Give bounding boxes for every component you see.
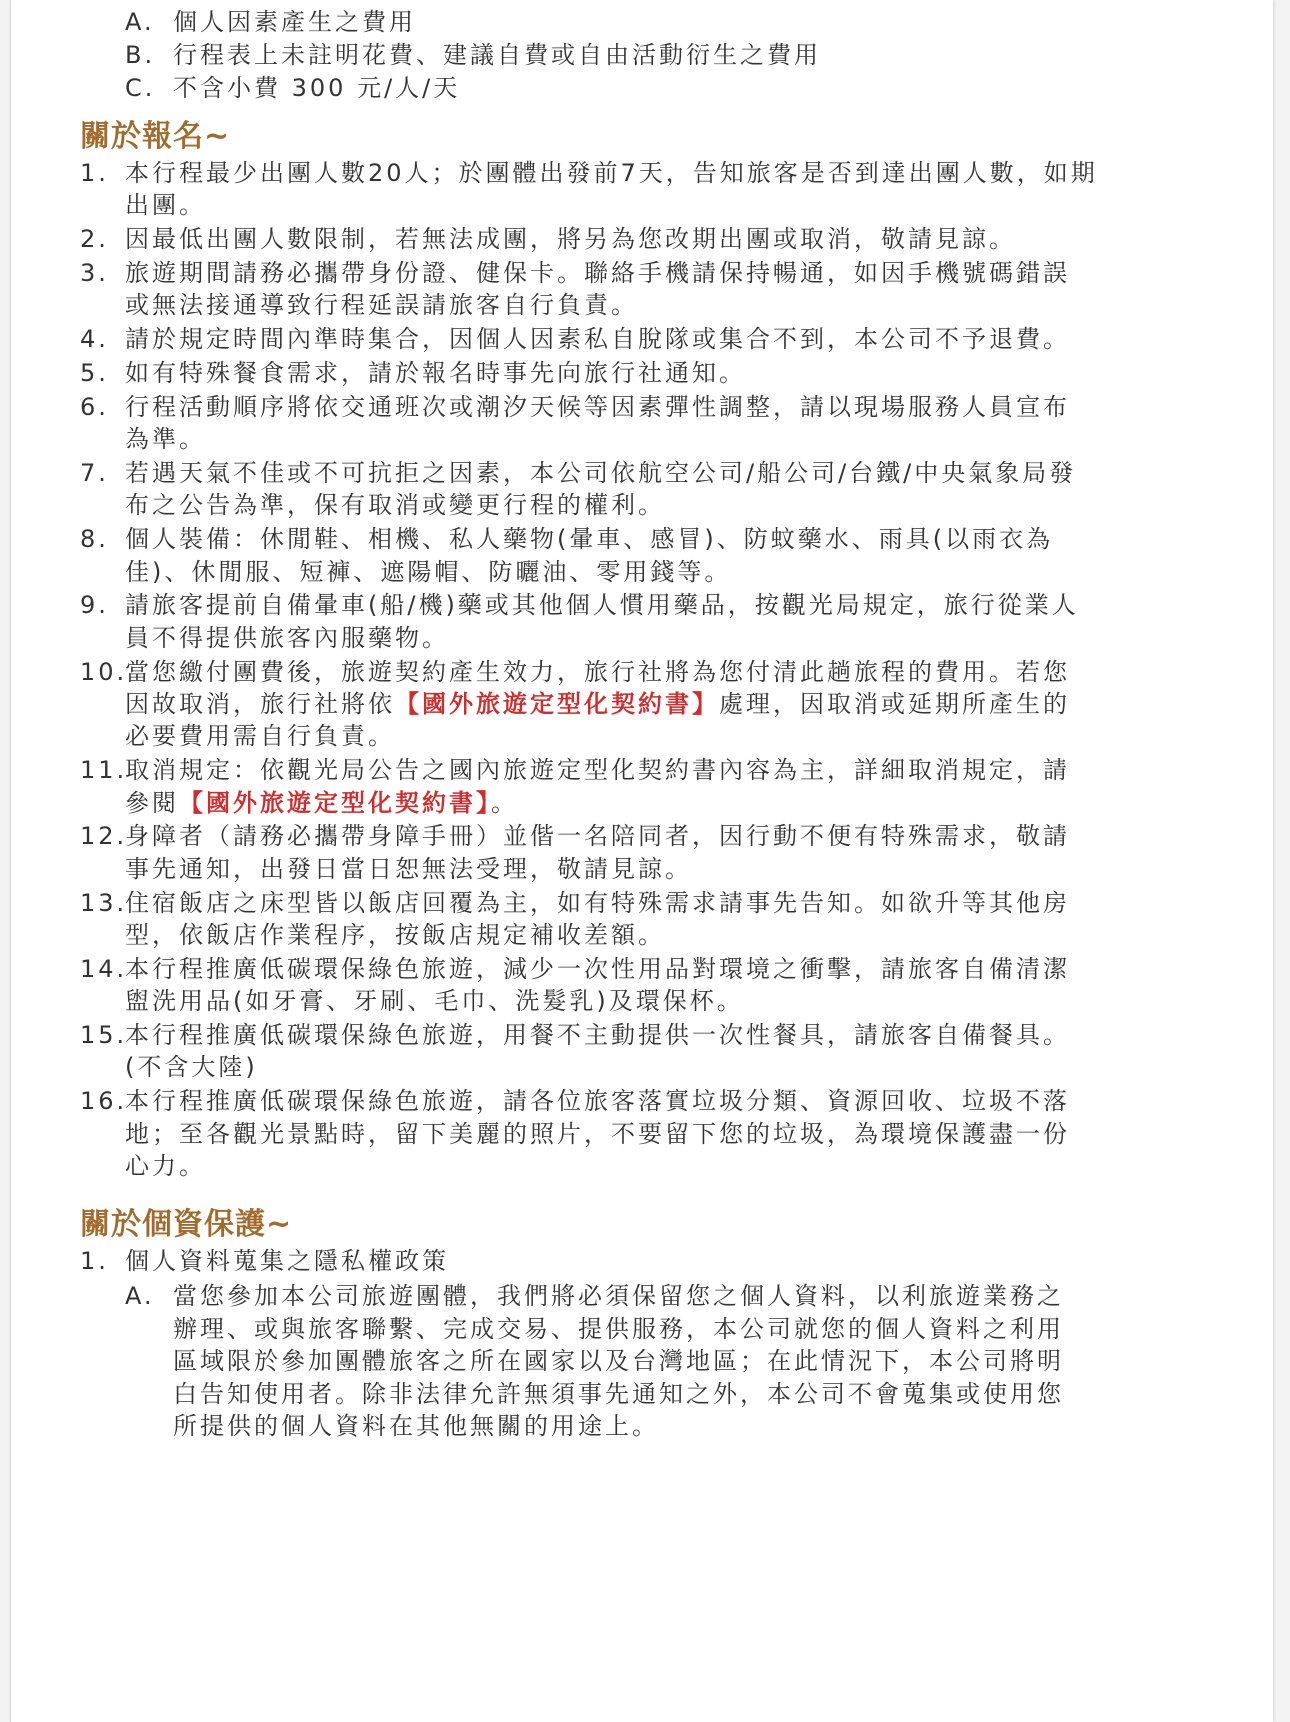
item-text-line: 員不得提供旅客內服藥物。 — [125, 623, 449, 652]
item-text-line: 本行程最少出團人數20人；於團體出發前7天，告知旅客是否到達出團人數，如期 — [125, 159, 1098, 187]
item-text-line: 行程活動順序將依交通班次或潮汐天候等因素彈性調整，請以現場服務人員宣布 — [125, 392, 1070, 421]
registration-item-8 — [80, 523, 1200, 588]
registration-item-15 — [80, 1019, 1200, 1084]
item-number: 13. — [80, 888, 128, 917]
item-text-line: 當您繳付團費後，旅遊契約產生效力，旅行社將為您付清此趟旅程的費用。若您 — [125, 657, 1070, 686]
item-text-line: 旅遊期間請務必攜帶身份證、健保卡。聯絡手機請保持暢通，如因手機號碼錯誤 — [125, 259, 1070, 287]
item-text-line: 當您參加本公司旅遊團體，我們將必須保留您之個人資料，以利旅遊業務之 — [173, 1282, 1064, 1311]
privacy-policy-title: 個人資料蒐集之隱私權政策 — [125, 1247, 449, 1276]
registration-item-3 — [80, 257, 1200, 322]
item-text-line: 布之公告為準，保有取消或變更行程的權利。 — [125, 491, 665, 520]
item-number: 9. — [80, 591, 109, 620]
item-text-line: 本行程推廣低碳環保綠色旅遊，用餐不主動提供一次性餐具，請旅客自備餐具。 — [125, 1021, 1070, 1050]
registration-item-16 — [80, 1085, 1200, 1182]
item-number: 4. — [80, 325, 109, 354]
item-text-line: 身障者（請務必攜帶身障手冊）並偕一名陪同者，因行動不便有特殊需求，敬請 — [125, 822, 1070, 851]
item-text-line: 請旅客提前自備暈車(船/機)藥或其他個人慣用藥品，按觀光局規定，旅行從業人 — [125, 591, 1079, 620]
item-text-line: 本行程推廣低碳環保綠色旅遊，減少一次性用品對環境之衝擊，請旅客自備清潔 — [125, 954, 1070, 983]
contract-reference-highlight: 【國外旅遊定型化契約書】 — [179, 788, 491, 817]
contract-reference-highlight: 【國外旅遊定型化契約書】 — [395, 690, 719, 719]
privacy-item-1 — [80, 1245, 1200, 1442]
item-text-line — [125, 787, 1070, 819]
item-text-line: (不含大陸) — [125, 1053, 258, 1082]
item-text-line: 心力。 — [125, 1152, 206, 1181]
registration-item-4 — [80, 323, 1200, 355]
item-text-line: 白告知使用者。除非法律允許無須事先通知之外，本公司不會蒐集或使用您 — [173, 1379, 1064, 1408]
item-number: 8. — [80, 525, 109, 554]
registration-item-6 — [80, 391, 1200, 456]
list-marker: B. — [125, 41, 156, 69]
privacy-subitem-a — [125, 1280, 1200, 1442]
item-number: 14. — [80, 954, 128, 983]
registration-item-7 — [80, 457, 1200, 522]
item-text-line: 事先通知，出發日當日恕無法受理，敬請見諒。 — [125, 854, 692, 883]
item-number: 15. — [80, 1021, 128, 1050]
item-text-line: 取消規定：依觀光局公告之國內旅遊定型化契約書內容為主，詳細取消規定，請 — [125, 756, 1070, 785]
item-text-line: 佳)、休閒服、短褲、遮陽帽、防曬油、零用錢等。 — [125, 557, 732, 586]
line-text: 。 — [491, 788, 518, 817]
item-number: 7. — [80, 459, 109, 487]
registration-item-13 — [80, 887, 1200, 952]
fee-exclusion-item-a — [125, 6, 1200, 39]
document-content — [80, 6, 1200, 1442]
item-text-line: 或無法接通導致行程延誤請旅客自行負責。 — [125, 291, 638, 320]
item-text-line: 本行程推廣低碳環保綠色旅遊，請各位旅客落實垃圾分類、資源回收、垃圾不落 — [125, 1087, 1070, 1116]
privacy-heading: 關於個資保護~ — [80, 1207, 293, 1243]
item-text-line: 出團。 — [125, 191, 206, 220]
registration-item-9 — [80, 589, 1200, 654]
registration-item-10 — [80, 656, 1200, 753]
line-text: 處理，因取消或延期所產生的 — [719, 690, 1070, 719]
line-text: 因故取消，旅行社將依 — [125, 690, 395, 719]
item-number: 3. — [80, 259, 109, 287]
fee-exclusion-item-b — [125, 39, 1200, 72]
item-number: 10. — [80, 657, 128, 686]
list-marker: A. — [125, 1282, 155, 1311]
registration-heading: 關於報名~ — [80, 119, 231, 154]
registration-item-5 — [80, 357, 1200, 389]
line-text: 參閱 — [125, 788, 179, 817]
fee-exclusion-text: 不含小費 300 元/人/天 — [173, 74, 461, 102]
item-text-line: 為準。 — [125, 425, 206, 454]
document-page — [10, 0, 1273, 1722]
item-text-line: 盥洗用品(如牙膏、牙刷、毛巾、洗髮乳)及環保杯。 — [125, 987, 744, 1016]
item-text-line: 必要費用需自行負責。 — [125, 722, 395, 751]
fee-exclusion-item-c — [125, 72, 1200, 105]
item-text-line: 區域限於參加團體旅客之所在國家以及台灣地區；在此情況下，本公司將明 — [173, 1347, 1064, 1376]
item-text-line: 型，依飯店作業程序，按飯店規定補收差額。 — [125, 921, 665, 950]
item-number: 16. — [80, 1087, 128, 1116]
item-number: 11. — [80, 756, 128, 785]
registration-item-14 — [80, 953, 1200, 1018]
item-number: 6. — [80, 392, 109, 421]
privacy-item-title-row — [80, 1245, 1200, 1277]
item-text-line: 所提供的個人資料在其他無關的用途上。 — [173, 1412, 659, 1441]
item-number: 1. — [80, 1247, 109, 1276]
list-marker: C. — [125, 74, 156, 102]
item-text-line: 住宿飯店之床型皆以飯店回覆為主，如有特殊需求請事先告知。如欲升等其他房 — [125, 888, 1070, 917]
item-number: 5. — [80, 359, 109, 387]
fee-exclusion-text: 個人因素產生之費用 — [173, 8, 416, 36]
item-text-line: 地；至各觀光景點時，留下美麗的照片，不要留下您的垃圾，為環境保護盡一份 — [125, 1119, 1070, 1148]
registration-item-1 — [80, 157, 1200, 222]
item-text-line: 個人裝備：休閒鞋、相機、私人藥物(暈車、感冒)、防蚊藥水、雨具(以雨衣為 — [125, 525, 1054, 554]
fee-exclusion-text: 行程表上未註明花費、建議自費或自由活動衍生之費用 — [173, 41, 821, 69]
list-marker: A. — [125, 8, 155, 36]
item-text-line: 若遇天氣不佳或不可抗拒之因素，本公司依航空公司/船公司/台鐵/中央氣象局發 — [125, 459, 1077, 487]
fee-exclusion-list — [80, 6, 1200, 105]
item-number: 12. — [80, 822, 128, 851]
item-number: 2. — [80, 225, 109, 254]
item-text-line: 如有特殊餐食需求，請於報名時事先向旅行社通知。 — [125, 359, 746, 387]
registration-item-11 — [80, 754, 1200, 819]
registration-item-2 — [80, 223, 1200, 255]
item-text-line: 請於規定時間內準時集合，因個人因素私自脫隊或集合不到，本公司不予退費。 — [125, 325, 1070, 354]
item-text-line: 辦理、或與旅客聯繫、完成交易、提供服務，本公司就您的個人資料之利用 — [173, 1314, 1064, 1343]
item-number: 1. — [80, 159, 109, 187]
item-text-line: 因最低出團人數限制，若無法成團，將另為您改期出團或取消，敬請見諒。 — [125, 225, 1016, 254]
item-text-line — [125, 688, 1070, 720]
registration-list — [80, 157, 1200, 1182]
registration-item-12 — [80, 820, 1200, 885]
